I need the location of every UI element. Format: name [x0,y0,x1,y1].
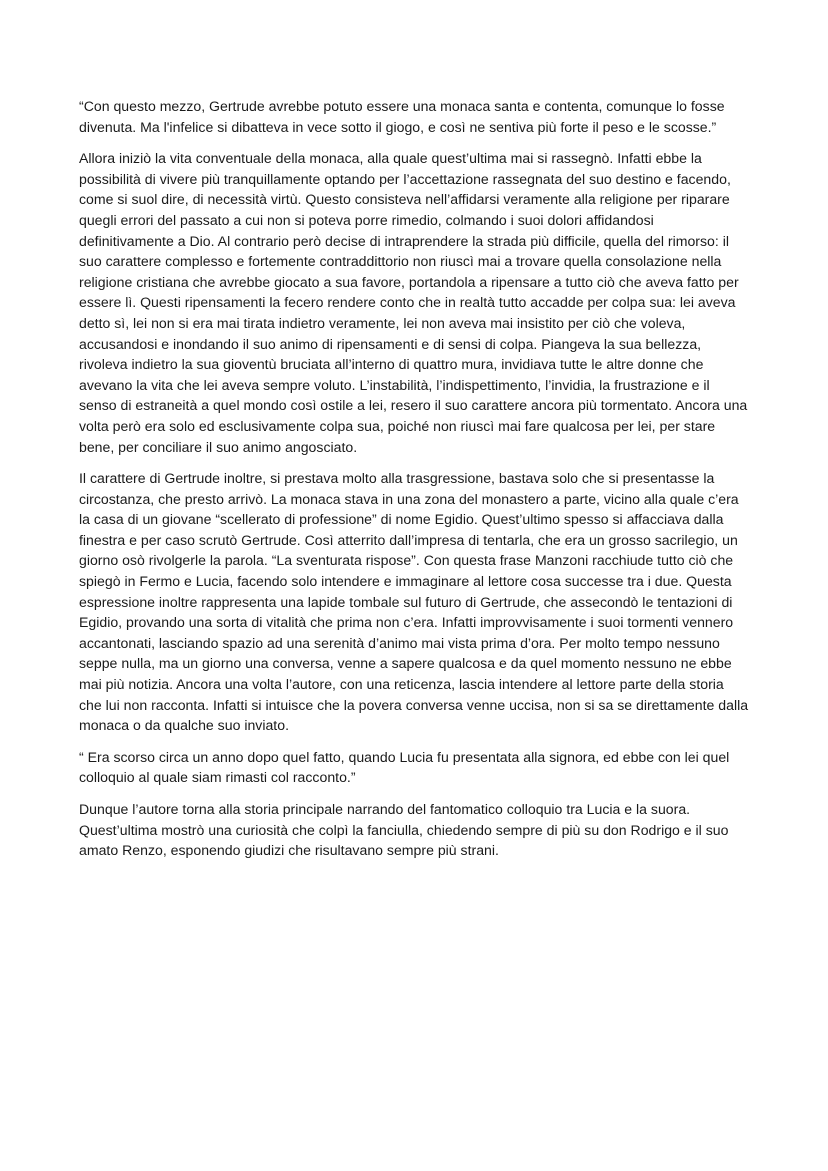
document-body [79,96,749,872]
paragraph-conclusion: Dunque l’autore torna alla storia principale narrando del fantomatico colloquio tra Lucia e la suora. Quest’ultima mostrò una curiosità che colpì la fanciulla, chiedendo sempre di più su don Rodrigo e il suo amato Renzo, esponendo giudizi che risultavano sempre più strani. [79,801,729,859]
paragraph-quote-opening: “Con questo mezzo, Gertrude avrebbe potuto essere una monaca santa e contenta, comunque lo fosse divenuta. Ma l'infelice si dibatteva in vece sotto il giogo, e così ne sentiva più forte il peso e le scosse.” [79,98,725,135]
paragraph-convent-life: Allora iniziò la vita conventuale della monaca, alla quale quest’ultima mai si rassegnò. Infatti ebbe la possibilità di vivere più tranquillamente optando per l’accettazione rassegnata del suo destino e facendo, come si suol dire, di necessità virtù. Questo consisteva nell’affidarsi veramente alla religione per riparare quegli errori del passato a cui non si poteva porre rimedio, colmando i suoi dolori affidandosi definitivamente a Dio. Al contrario però decise di intraprendere la strada più difficile, quella del rimorso: il suo carattere complesso e fortemente contraddittorio non riuscì mai a trovare quella consolazione nella religione cristiana che avrebbe giocato a sua favore, portandola a ripensare a tutto ciò che aveva fatto per essere lì. Questi ripensamenti la fecero rendere conto che in realtà tutto accadde per colpa sua: lei aveva detto sì, lei non si era mai tirata indietro veramente, lei non aveva mai insistito per ciò che voleva, accusandosi e inondando il suo animo di ripensamenti e di sensi di colpa. Piangeva la sua bellezza, rivoleva indietro la sua gioventù bruciata all’interno di quattro mura, invidiava tutte le altre donne che avevano la vita che lei aveva sempre voluto. L’instabilità, l’indispettimento, l’invidia, la frustrazione e il senso di estraneità a quel mondo così ostile a lei, resero il suo carattere ancora più tormentato. Ancora una volta però era solo ed esclusivamente colpa sua, poiché non riuscì mai fare qualcosa per lei, per stare bene, per conciliare il suo animo angosciato. [79,150,748,455]
paragraph-quote-lucia: “ Era scorso circa un anno dopo quel fatto, quando Lucia fu presentata alla signora, ed ebbe con lei quel colloquio al quale siam rimasti col racconto.” [79,748,730,786]
paragraph-egidio: Il carattere di Gertrude inoltre, si prestava molto alla trasgressione, bastava solo che si presentasse la circostanza, che presto arrivò. La monaca stava in una zona del monastero a parte, vicino alla quale c’era la casa di un giovane “scellerato di professione” di nome Egidio. Quest’ultimo spesso si affacciava dalla finestra e per caso scrutò Gertrude. Così atterrito dall’impresa di tentarla, che era un grosso sacrilegio, un giorno osò rivolgerle la parola. “La sventurata rispose”. Con questa frase Manzoni racchiude tutto ciò che spiegò in Fermo e Lucia, facendo solo intendere e immaginare al lettore cosa successe tra i due. Questa espressione inoltre rappresenta una lapide tombale sul futuro di Gertrude, che assecondò le tentazioni di Egidio, provando una sorta di vitalità che prima non c’era. Infatti improvvisamente i suoi tormenti vennero accantonati, lasciando spazio ad una serenità d’animo mai vista prima d’ora. Per molto tempo nessuno seppe nulla, ma un giorno una conversa, venne a sapere qualcosa e da quel momento nessuno ne ebbe mai più notizia. Ancora una volta l’autore, con una reticenza, lascia intendere al lettore parte della storia che lui non racconta. Infatti si intuisce che la povera conversa venne uccisa, non si sa se direttamente dalla monaca o da qualche suo inviato. [79,470,749,734]
